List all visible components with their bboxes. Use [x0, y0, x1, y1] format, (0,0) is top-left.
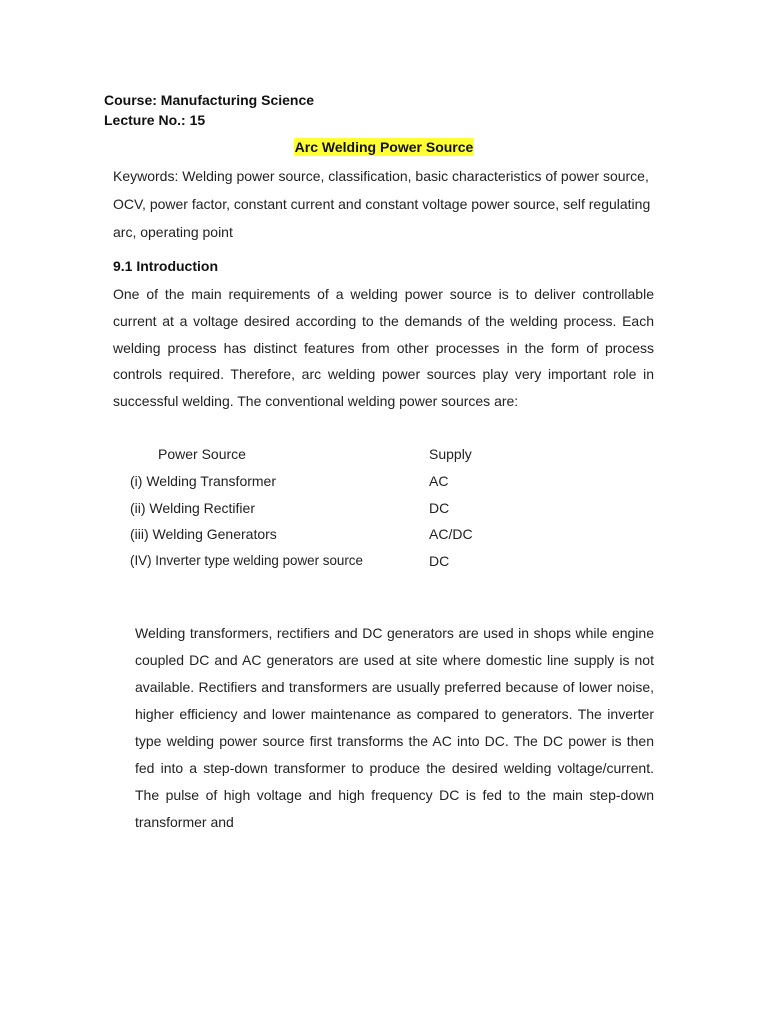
table-cell-supply: DC: [429, 553, 450, 570]
title-container: [0, 138, 768, 157]
table-header-row: [130, 443, 630, 470]
table-cell-source: (ii) Welding Rectifier: [130, 499, 255, 516]
document-title: Arc Welding Power Source: [294, 139, 474, 155]
table-row: [130, 523, 630, 550]
table-row: [130, 550, 630, 577]
course-name: Course: Manufacturing Science: [104, 92, 315, 108]
table-cell-supply: DC: [429, 499, 450, 516]
table-cell-source: (iii) Welding Generators: [130, 526, 277, 543]
table-header-supply: Supply: [429, 446, 472, 462]
table-cell-source: (IV) Inverter type welding power source: [130, 553, 363, 569]
power-source-table: [130, 443, 630, 577]
table-cell-supply: AC: [429, 472, 449, 489]
body-paragraph: Welding transformers, rectifiers and DC generators are used in shops while engine coupled DC and AC generators are used at site where domestic line supply is not available. Rectifiers and transformers are usually preferred because of lower noise, higher efficiency and lower maintenance as compared to generators. The inverter type welding power source first transforms the AC into DC. The DC power is then fed into a step-down transformer to produce the desired welding voltage/current. The pulse of high voltage and high frequency DC is fed to the main step-down transformer and: [135, 625, 654, 830]
intro-paragraph: One of the main requirements of a welding power source is to deliver controllable current at a voltage desired according to the demands of the welding process. Each welding process has distinct features from other processes in the form of process controls required. Therefore, arc welding power sources play very important role in successful welding. The conventional welding power sources are:: [113, 286, 654, 410]
table-cell-source: (i) Welding Transformer: [130, 472, 277, 489]
table-row: [130, 470, 630, 497]
table-cell-supply: AC/DC: [429, 526, 473, 543]
section-heading: 9.1 Introduction: [113, 258, 218, 274]
keywords-paragraph: Keywords: Welding power source, classification, basic characteristics of power source, OCV, power factor, constant current and constant voltage power source, self regulating arc, operating point: [113, 168, 651, 240]
lecture-number: Lecture No.: 15: [104, 112, 206, 128]
table-header-power-source: Power Source: [158, 446, 246, 462]
table-row: [130, 497, 630, 524]
